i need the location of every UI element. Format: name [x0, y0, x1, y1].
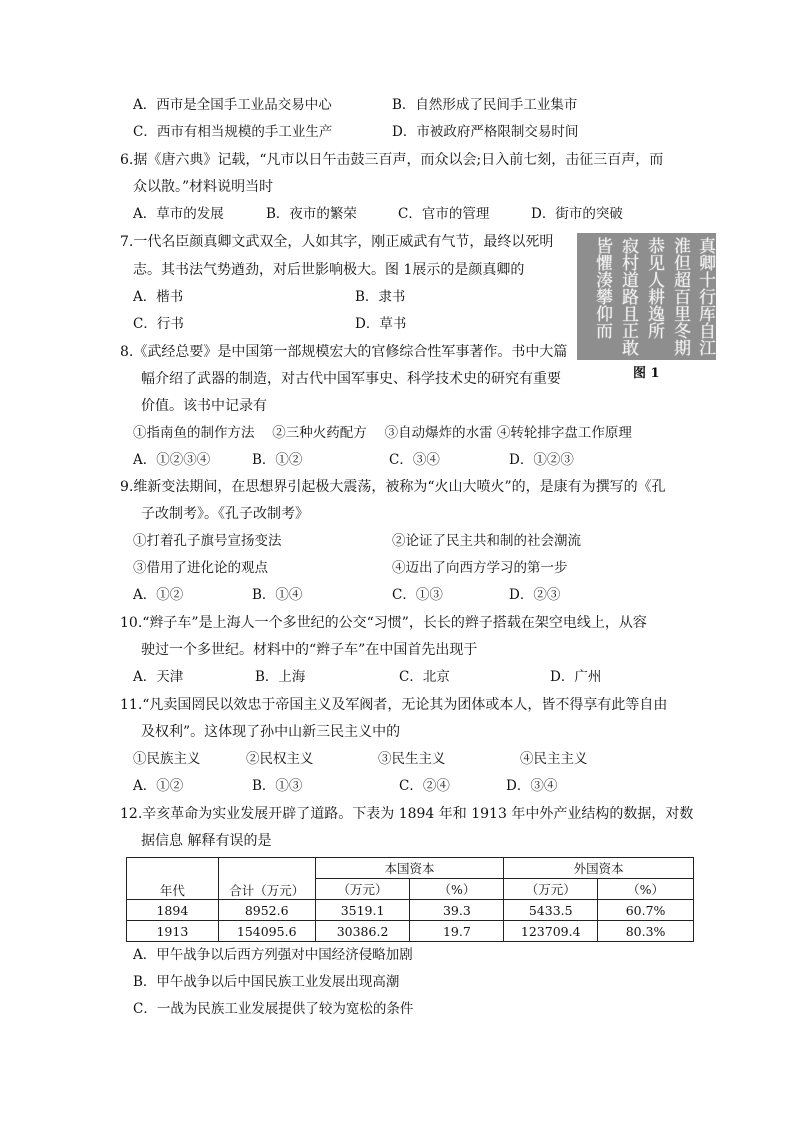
q12-option-c: C．一战为民族工业发展提供了较为宽松的条件: [133, 1001, 414, 1017]
subheader-domestic-percent: （%）: [410, 879, 504, 900]
q8-stem-line1: 8.《武经总要》是中国第一部规模宏大的官修综合性军事著作。书中大篇: [120, 344, 568, 360]
table-header-row: [127, 858, 694, 879]
q8-option-c: C．③④: [389, 452, 440, 468]
q11-item-4: ④民主主义: [520, 751, 588, 767]
q11-option-b: B．①③: [252, 778, 303, 794]
q9-stem-line2: 子改制考》。《孔子改制考》: [141, 506, 309, 522]
figure-caption: 图 1: [633, 366, 660, 381]
q11-option-d: D．③④: [506, 778, 558, 794]
q12-option-b: B．甲午战争以后中国民族工业发展出现高潮: [133, 974, 400, 990]
table-row: [127, 921, 694, 942]
calligraphy-column-2: 淮但超百里冬期: [670, 237, 690, 356]
q11-item-2: ②民权主义: [246, 751, 314, 767]
q9-option-b: B．①④: [252, 587, 303, 603]
q6-stem-line2: 众以散。”材料说明当时: [133, 179, 274, 195]
q12-stem-line1: 12.辛亥革命为实业发展开辟了道路。下表为 1894 年和 1913 年中外产业结构的数据，对数: [120, 806, 694, 822]
q11-option-c: C．②④: [399, 778, 450, 794]
q12-stem-line2: 据信息 解释有误的是: [141, 833, 272, 849]
q5-option-a: A．西市是全国手工业品交易中心: [133, 97, 332, 113]
cell-year: 1894: [127, 900, 219, 921]
calligraphy-column-1: 真卿十行厍自江: [695, 237, 715, 356]
q8-option-d: D．①②③: [509, 452, 574, 468]
calligraphy-column-3: 恭见人耕逸所: [644, 237, 664, 339]
q9-option-c: C．①③: [392, 587, 443, 603]
capital-structure-table: [126, 857, 694, 942]
q7-option-a: A．楷书: [133, 289, 184, 305]
q7-option-d: D．草书: [355, 316, 407, 332]
q9-stem-line1: 9.维新变法期间，在思想界引起极大震荡，被称为“火山大喷火”的，是康有为撰写的《孔: [120, 479, 666, 495]
q6-option-a: A．草市的发展: [133, 206, 224, 222]
q7-stem-line1: 7.一代名臣颜真卿文武双全，人如其字，刚正威武有气节，最终以死明: [120, 234, 554, 250]
subheader-foreign-percent: （%）: [598, 879, 694, 900]
q9-option-d: D．②③: [509, 587, 561, 603]
q11-item-1: ①民族主义: [133, 751, 201, 767]
subheader-domestic-amount: （万元）: [315, 879, 410, 900]
q5-option-d: D．市被政府严格限制交易时间: [392, 124, 579, 140]
q10-stem-line1: 10.“辫子车”是上海人一个多世纪的公交“习惯”，长长的辫子搭载在架空电线上，从容: [120, 615, 647, 631]
cell-foreign-percent: 80.3%: [598, 921, 694, 942]
q8-items: ①指南鱼的制作方法 ②三种火药配方 ③自动爆炸的水雷 ④转轮排字盘工作原理: [133, 425, 632, 441]
q9-option-a: A．①②: [133, 587, 184, 603]
q12-option-a: A．甲午战争以后西方列强对中国经济侵略加剧: [133, 947, 413, 963]
table-row: [127, 900, 694, 921]
q9-item-1: ①打着孔子旗号宣扬变法: [133, 533, 282, 549]
q8-stem-line2: 幅介绍了武器的制造，对古代中国军事史、科学技术史的研究有重要: [141, 371, 561, 387]
q10-option-b: B．上海: [255, 669, 306, 685]
q11-item-3: ③民生主义: [378, 751, 446, 767]
calligraphy-column-5: 皆懼湊攀仰而: [592, 237, 612, 339]
cell-total: 8952.6: [218, 900, 315, 921]
q6-stem-line1: 6.据《唐六典》记载，“凡市以日午击鼓三百声，而众以会;日入前七刻，击征三百声，而: [120, 152, 664, 168]
q9-item-3: ③借用了进化论的观点: [133, 560, 268, 576]
cell-total: 154095.6: [218, 921, 315, 942]
q11-stem-line2: 及权利”。这体现了孙中山新三民主义中的: [141, 724, 401, 740]
q8-option-a: A．①②③④: [133, 452, 211, 468]
header-total: 合计（万元）: [218, 858, 315, 900]
subheader-foreign-amount: （万元）: [504, 879, 598, 900]
calligraphy-column-4: 寂村道路且正敢: [618, 237, 638, 356]
calligraphy-figure: [577, 233, 716, 360]
q6-option-b: B．夜市的繁荣: [266, 206, 357, 222]
header-foreign-capital: 外国资本: [504, 858, 694, 879]
q7-option-b: B．隶书: [355, 289, 406, 305]
q10-stem-line2: 驶过一个多世纪。材料中的“辫子车”在中国首先出现于: [141, 642, 478, 658]
q11-option-a: A．①②: [133, 778, 184, 794]
q8-option-b: B．①②: [252, 452, 303, 468]
q10-option-d: D．广州: [550, 669, 602, 685]
cell-domestic-percent: 19.7: [410, 921, 504, 942]
cell-year: 1913: [127, 921, 219, 942]
q10-option-a: A．天津: [133, 669, 184, 685]
q6-option-d: D．街市的突破: [531, 206, 623, 222]
header-domestic-capital: 本国资本: [315, 858, 504, 879]
cell-domestic-amount: 30386.2: [315, 921, 410, 942]
q7-stem-line2: 志。其书法气势遒劲，对后世影响极大。图 1展示的是颜真卿的: [133, 262, 525, 278]
cell-foreign-percent: 60.7%: [598, 900, 694, 921]
q9-item-2: ②论证了民主共和制的社会潮流: [392, 533, 581, 549]
cell-domestic-percent: 39.3: [410, 900, 504, 921]
cell-foreign-amount: 5433.5: [504, 900, 598, 921]
header-year: 年代: [127, 858, 219, 900]
q8-stem-line3: 价值。该书中记录有: [141, 398, 267, 414]
q7-option-c: C．行书: [133, 316, 184, 332]
q11-stem-line1: 11.“凡卖国罔民以效忠于帝国主义及军阀者，无论其为团体或本人，皆不得享有此等自由: [120, 697, 668, 713]
cell-domestic-amount: 3519.1: [315, 900, 410, 921]
q5-option-c: C．西市有相当规模的手工业生产: [133, 124, 333, 140]
q6-option-c: C．官市的管理: [398, 206, 490, 222]
cell-foreign-amount: 123709.4: [504, 921, 598, 942]
q9-item-4: ④迈出了向西方学习的第一步: [392, 560, 568, 576]
q10-option-c: C．北京: [399, 669, 450, 685]
q5-option-b: B．自然形成了民间手工业集市: [392, 97, 578, 113]
